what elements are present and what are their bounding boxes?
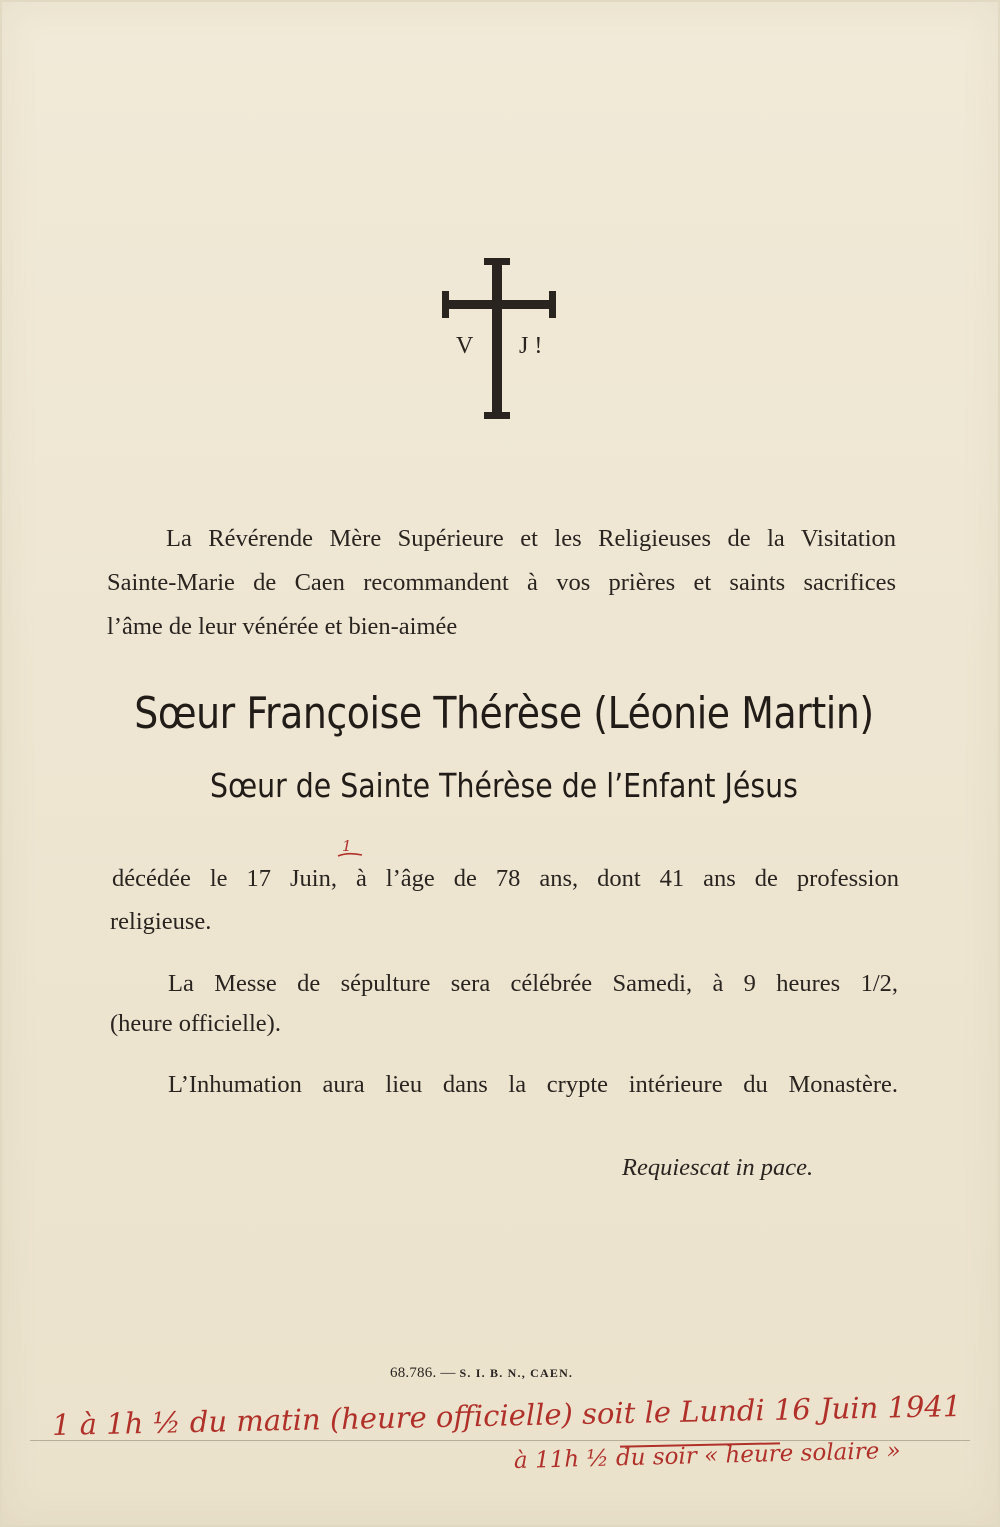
intro-line-3: l’âme de leur vénérée et bien-aimée [107, 613, 458, 640]
death-line-1: décédée le 17 Juin, à l’âge de 78 ans, dont 41 ans de profession [112, 865, 899, 892]
printer-name: S. I. B. N., CAEN. [459, 1366, 574, 1380]
intro-line-2: Sainte-Marie de Caen recommandent à vos prières et saints sacrifices [107, 569, 896, 596]
deceased-relation: Sœur de Sainte Thérèse de l’Enfant Jésus [210, 766, 798, 805]
closing-prayer: Requiescat in pace. [622, 1154, 814, 1181]
printer-number: 68.786. [390, 1365, 437, 1381]
handwritten-note-line-2: à 11h ½ du soir « heure solaire » [513, 1437, 901, 1474]
mass-line-2: (heure officielle). [110, 1010, 281, 1037]
printer-dash: — [440, 1365, 456, 1381]
cross-letter-v: V [456, 333, 474, 359]
deceased-name: Sœur Françoise Thérèse (Léonie Martin) [134, 688, 874, 739]
burial-line: L’Inhumation aura lieu dans la crypte intérieure du Monastère. [168, 1071, 898, 1098]
printer-imprint [390, 1365, 573, 1382]
cross-letter-j: J ! [519, 333, 543, 359]
handwritten-note-line-1: 1 à 1h ½ du matin (heure officielle) soit le Lundi 16 Juin 1941 [51, 1388, 962, 1442]
intro-line-1: La Révérende Mère Supérieure et les Religieuses de la Visitation [166, 525, 896, 552]
death-line-2: religieuse. [110, 908, 212, 935]
mass-line-1: La Messe de sépulture sera célébrée Samedi, à 9 heures 1/2, [168, 970, 898, 997]
footnote-number: 1 [342, 838, 352, 855]
